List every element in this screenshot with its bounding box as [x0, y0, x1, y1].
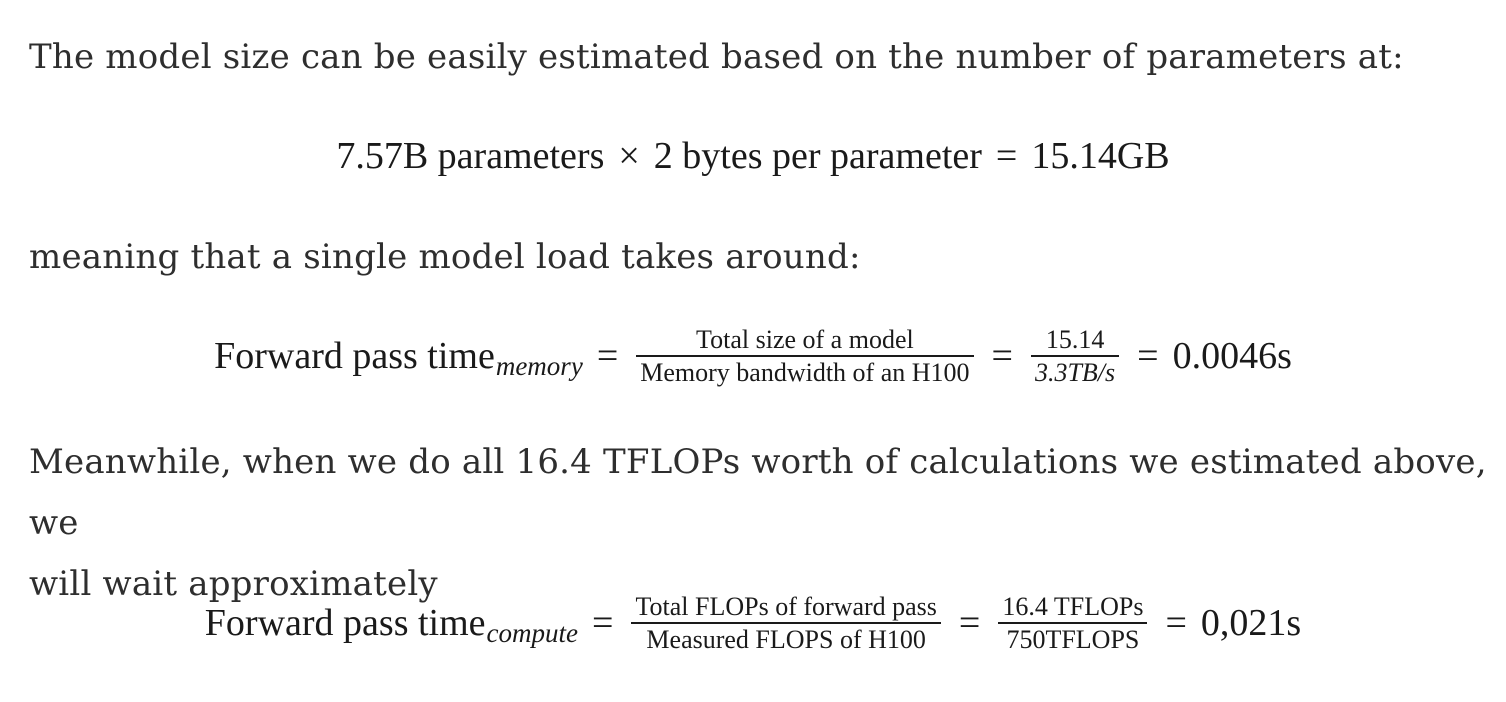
eq3-label: Forward pass time [204, 602, 486, 645]
eq2-fraction-1 [636, 326, 973, 387]
paragraph-model-size: The model size can be easily estimated based on the number of parameters at: [29, 37, 1404, 77]
eq1-left: 7.57B parameters [336, 135, 605, 177]
eq1-result: 15.14GB [1031, 135, 1170, 177]
eq2-result: 0.0046s [1172, 335, 1292, 378]
eq2-frac1-numerator: Total size of a model [696, 325, 914, 354]
eq3-frac2-denominator: 750TFLOPS [1006, 624, 1140, 654]
eq3-frac1-bar [631, 622, 940, 624]
eq3-fraction-2 [998, 593, 1147, 654]
eq2-label: Forward pass time [214, 335, 495, 378]
eq3-frac1-denominator: Measured FLOPS of H100 [646, 624, 926, 654]
eq3-equals-3: = [1165, 602, 1187, 645]
eq2-fraction-2 [1031, 326, 1119, 387]
eq3-result: 0,021s [1200, 602, 1302, 645]
equation-compute-time [0, 593, 1506, 654]
eq3-fraction-1 [631, 593, 940, 654]
equation-memory-time [0, 326, 1506, 387]
paragraph-compute-wait-line-2: will wait approximately [29, 564, 438, 604]
eq3-subscript: compute [486, 617, 578, 648]
eq2-equals-3: = [1137, 335, 1159, 378]
eq2-frac1-denominator: Memory bandwidth of an H100 [640, 357, 970, 387]
paragraph-compute-wait-line-1: Meanwhile, when we do all 16.4 TFLOPs worth of calculations we estimated above, we [29, 442, 1487, 543]
eq2-frac2-numerator: 15.14 [1045, 325, 1105, 354]
eq1-equals-sign: = [995, 135, 1018, 177]
eq3-frac2-bar [998, 622, 1147, 624]
eq2-frac1-bar [636, 355, 973, 357]
eq2-subscript: memory [495, 350, 583, 381]
eq3-equals-1: = [592, 602, 614, 645]
eq3-equals-2: = [958, 602, 981, 645]
equation-model-size [0, 134, 1506, 178]
eq2-equals-2: = [991, 335, 1013, 378]
eq3-frac1-numerator: Total FLOPs of forward pass [635, 592, 937, 621]
eq2-equals-1: = [596, 335, 619, 378]
eq1-middle: 2 bytes per parameter [653, 135, 982, 177]
paragraph-model-load: meaning that a single model load takes around: [29, 237, 861, 277]
eq1-times-sign: × [618, 135, 640, 177]
paragraph-compute-wait [29, 432, 1489, 615]
eq3-frac2-numerator: 16.4 TFLOPs [1002, 592, 1144, 621]
eq2-frac2-bar [1031, 355, 1119, 357]
eq2-frac2-denominator: 3.3TB/s [1034, 357, 1116, 387]
